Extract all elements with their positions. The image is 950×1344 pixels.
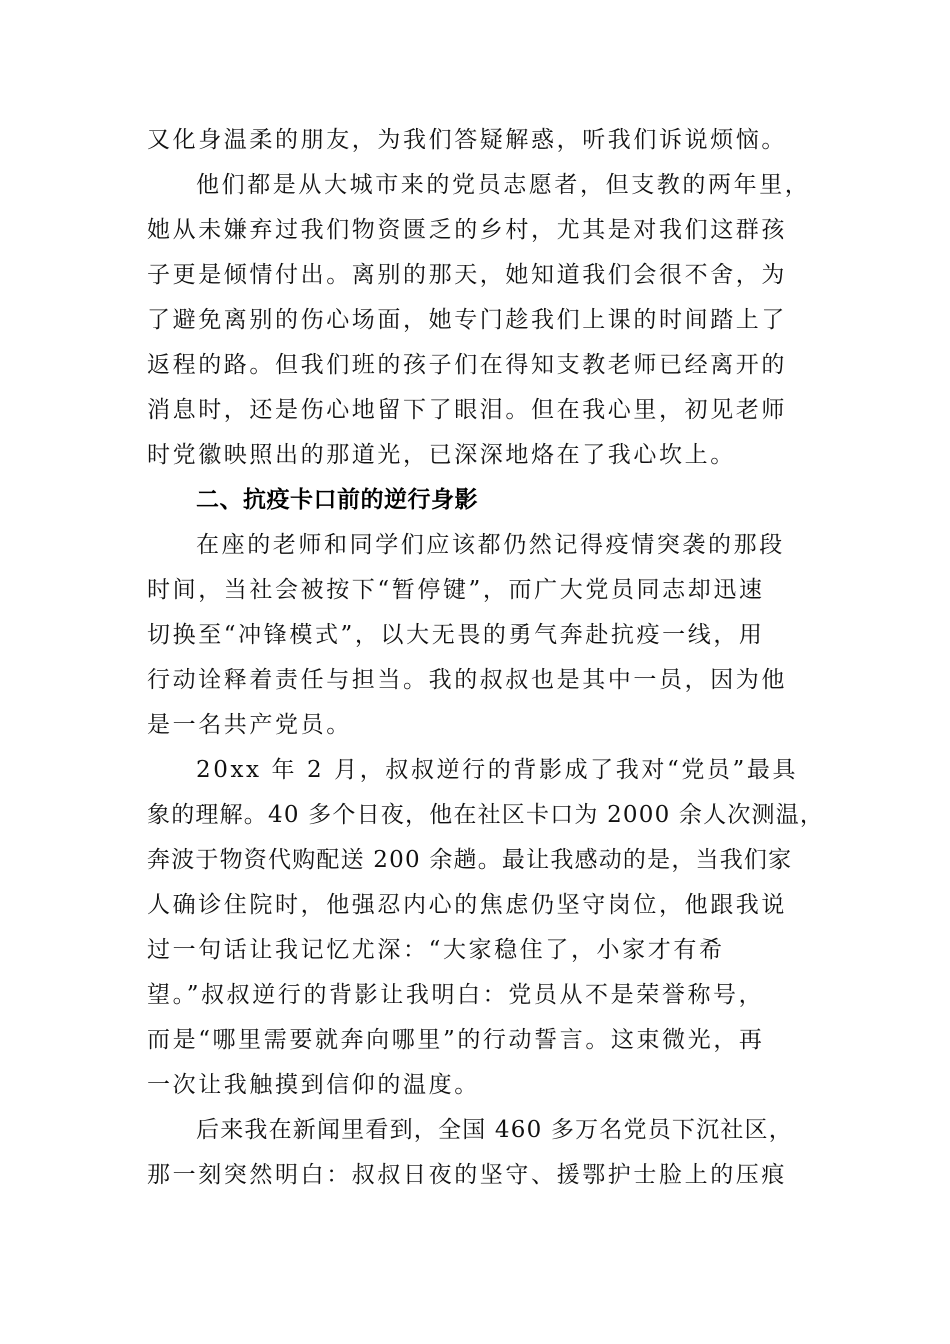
paragraph-line: 他们都是从大城市来的党员志愿者，但支教的两年里， [196,172,811,198]
paragraph-line: 返程的路。但我们班的孩子们在得知支教老师已经离开的 [147,352,787,378]
paragraph-line: 那一刻突然明白：叔叔日夜的坚守、援鄂护士脸上的压痕 [147,1162,787,1188]
paragraph-line: 奔波于物资代购配送 200 余趟。最让我感动的是，当我们家 [147,847,793,873]
paragraph-line: 20xx 年 2 月，叔叔逆行的背影成了我对“党员”最具 [196,757,799,783]
paragraph-line: 在座的老师和同学们应该都仍然记得疫情突袭的那段 [196,532,785,558]
paragraph-line: 时间，当社会被按下“暂停键”，而广大党员同志却迅速 [147,577,765,603]
paragraph-line: 她从未嫌弃过我们物资匮乏的乡村，尤其是对我们这群孩 [147,217,787,243]
paragraph-line: 切换至“冲锋模式”，以大无畏的勇气奔赴抗疫一线，用 [147,622,765,648]
paragraph-line: 消息时，还是伤心地留下了眼泪。但在我心里，初见老师 [147,397,787,423]
paragraph-line: 了避免离别的伤心场面，她专门趁我们上课的时间踏上了 [147,307,787,333]
paragraph-line: 又化身温柔的朋友，为我们答疑解惑，听我们诉说烦恼。 [147,127,787,153]
paragraph-line: 一次让我触摸到信仰的温度。 [147,1072,480,1098]
paragraph-line: 是一名共产党员。 [147,712,352,738]
paragraph-line: 时党徽映照出的那道光，已深深地烙在了我心坎上。 [147,442,736,468]
paragraph-line: 象的理解。40 多个日夜，他在社区卡口为 2000 余人次测温， [147,802,825,828]
paragraph-line: 子更是倾情付出。离别的那天，她知道我们会很不舍，为 [147,262,787,288]
paragraph-line: 望。”叔叔逆行的背影让我明白：党员从不是荣誉称号， [147,982,765,1008]
section-heading: 二、抗疫卡口前的逆行身影 [196,487,478,513]
paragraph-line: 人确诊住院时，他强忍内心的焦虑仍坚守岗位，他跟我说 [147,892,787,918]
paragraph-line: 过一句话让我记忆尤深：“大家稳住了，小家才有希 [147,937,725,963]
paragraph-line: 后来我在新闻里看到，全国 460 多万名党员下沉社区， [196,1117,793,1143]
paragraph-line: 而是“哪里需要就奔向哪里”的行动誓言。这束微光，再 [147,1027,765,1053]
paragraph-line: 行动诠释着责任与担当。我的叔叔也是其中一员，因为他 [147,667,787,693]
